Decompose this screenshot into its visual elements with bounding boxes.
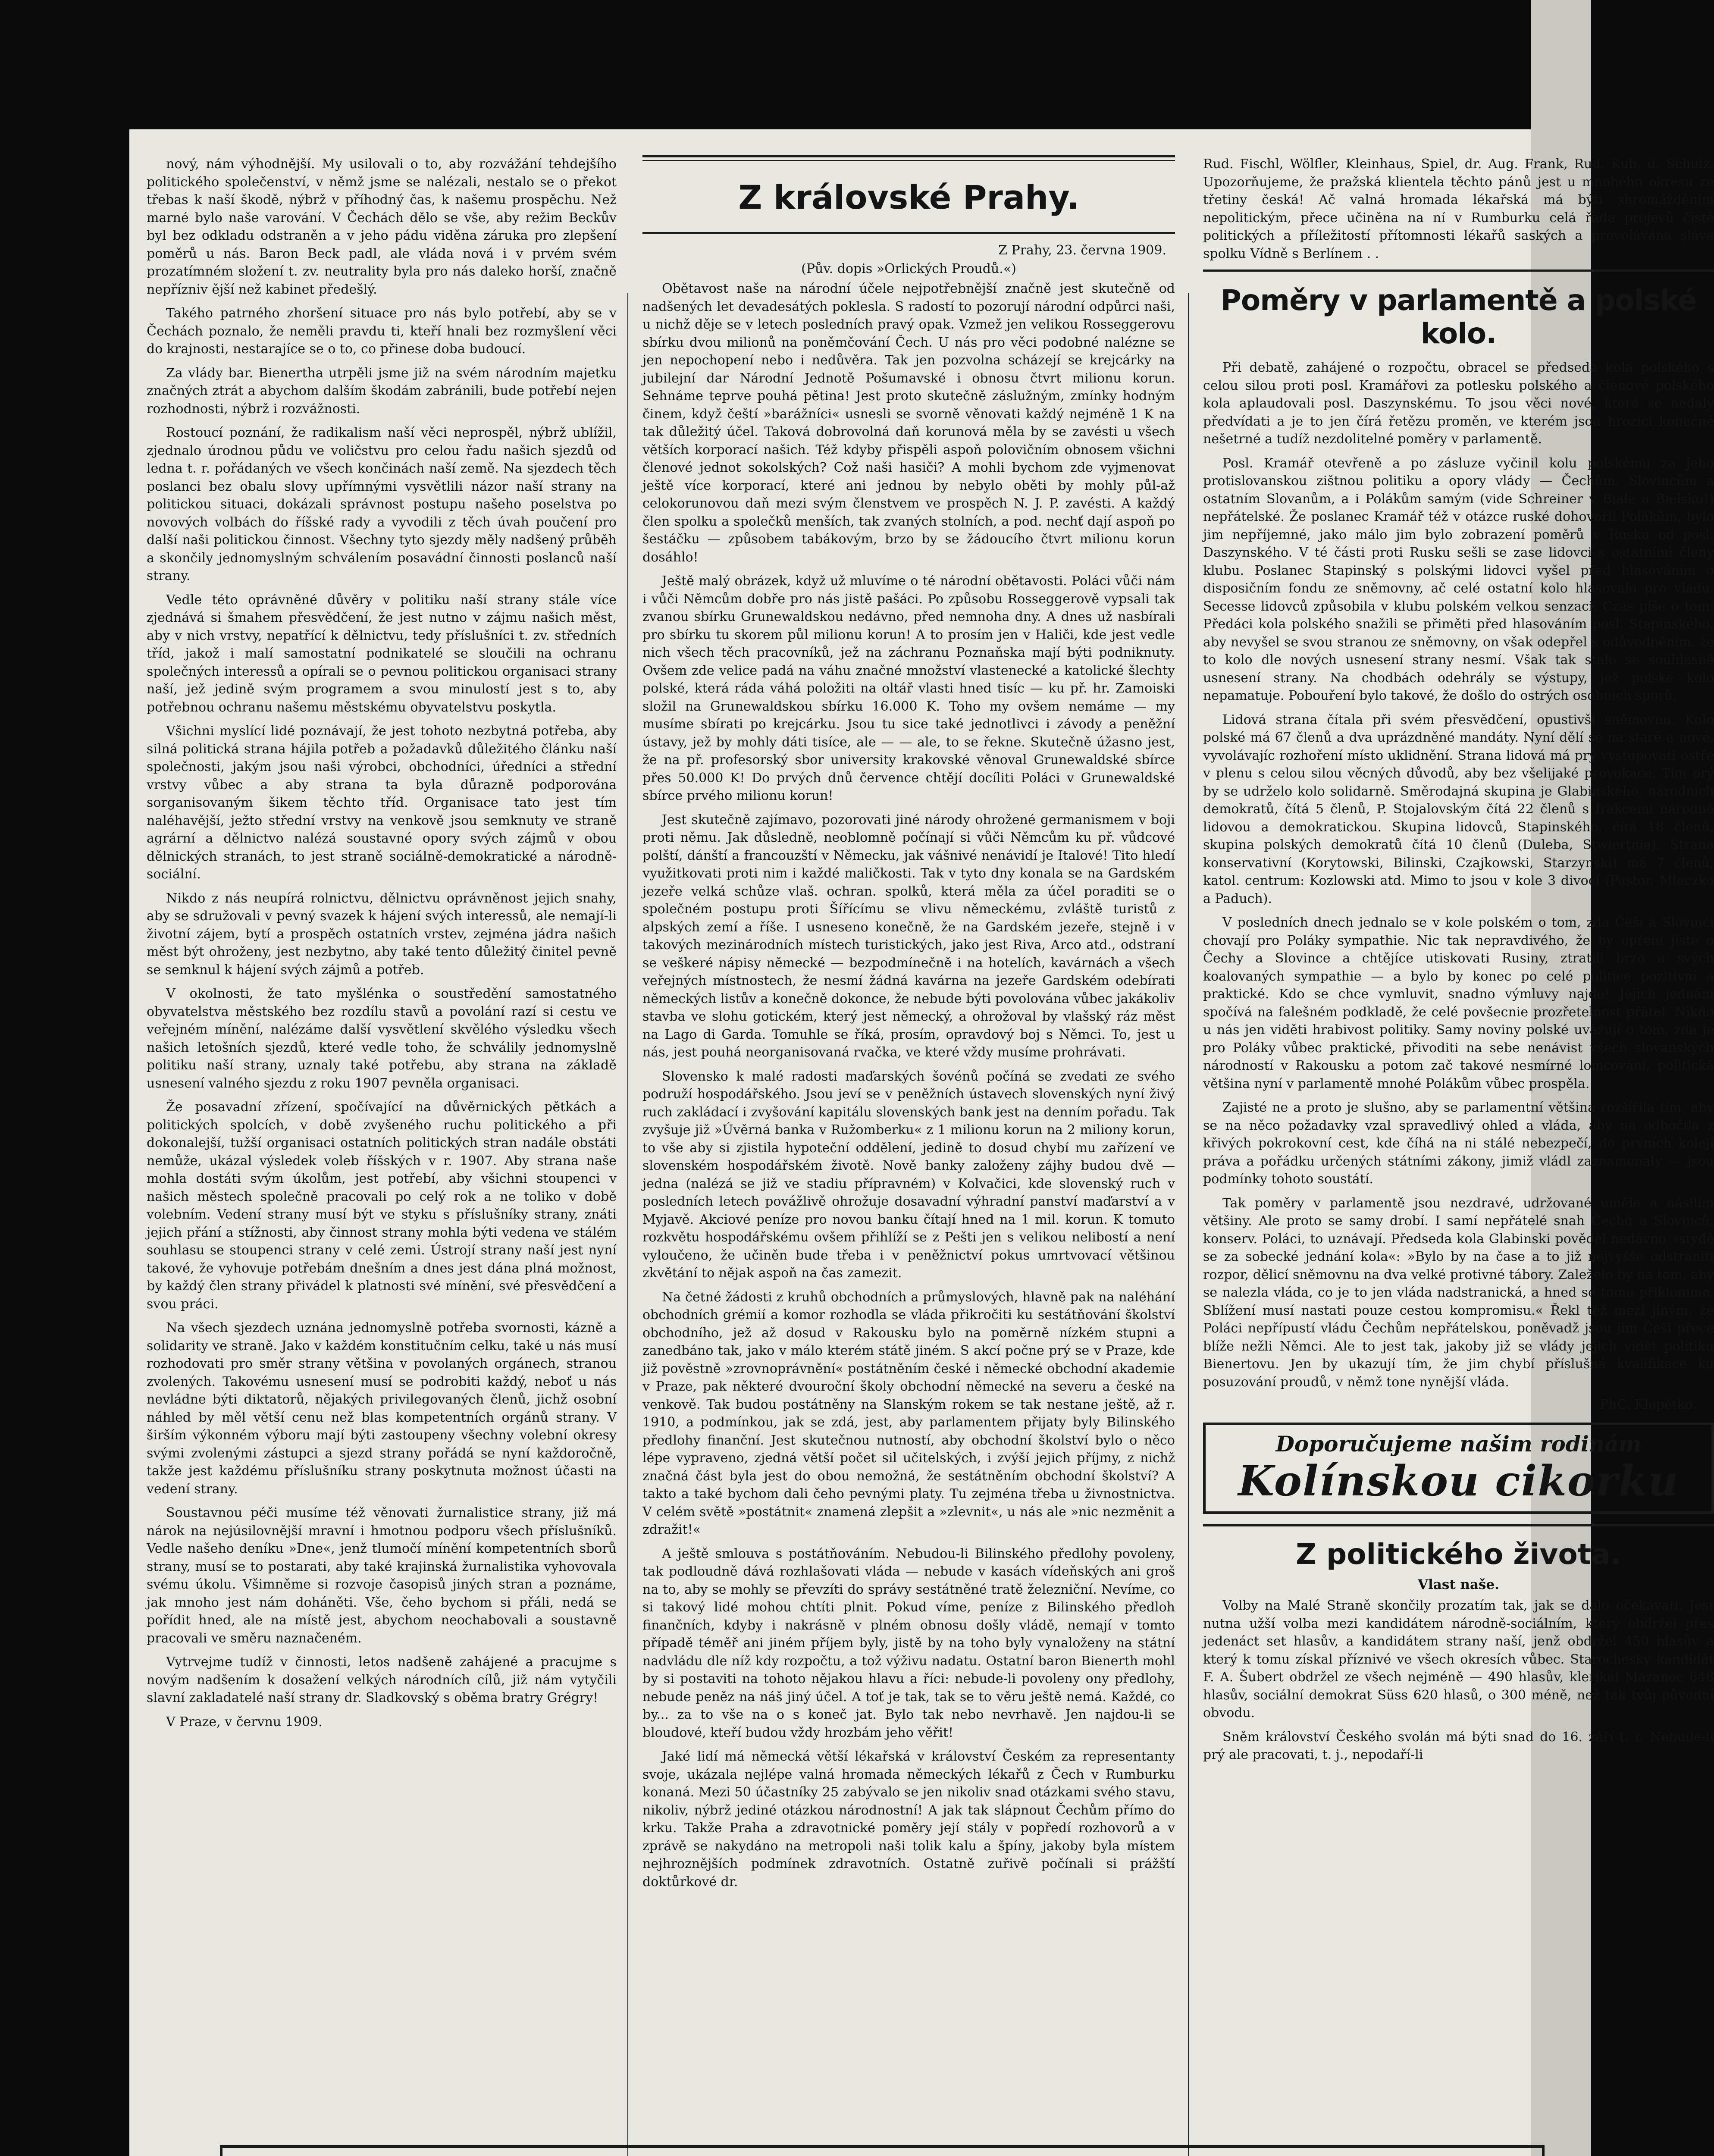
article-paragraph: Jest skutečně zajímavo, pozorovati jiné národy ohrožené germanismem v boji proti němu. Jak důsledně, neoblomně počínají si vůči Němcům ku př. vůdcové polští, dánští a francouzští v Německu, jak vášnivé nenávidí je Italové! Tito hledí využitkovati proti nim i každé maličkosti. Tak v tyto dny konala se na Gardském jezeře velká schůze vlaš. ochran. spolků, která měla za účel poraditi se o společném postupu proti Šířícímu se vlivu německému, zvláště turistů z alpských zemí a říše. I usneseno konečně, že na Gardském jezeře, stejně i v takových mezinárodních místech turistických, jako jest Riva, Arco atd., odstraní se veškeré nápisy německé — bezpodmínečně i na hotelích, kavárnách a všech veřejných místnostech, že nesmí žádná kavárna na jezeře Gardském odebírati německých listův a konečně dokonce, že nebude býti povolována vůbec jakákoliv stavba ve slohu gotickém, který jest německý, a ohrožoval by vlašský ráz měst na Lago di Garda. Tomuhle se říká, prosím, opravdový boj s Němci. To, jest u nás, jest pouhá neorganisovaná rvačka, ve které vždy musíme prohrávati. <box>642 812 1175 1060</box>
article-paragraph: Vedle této oprávněné důvěry v politiku naší strany stále více zjednává si šmahem přesvědčení, že jest nutno v zájmu našich měst, aby v nich vrstvy, nepatřící k dělnictvu, tedy příslušníci t. zv. středních tříd, jakož i malí samostatní podnikatelé se sloučili na ochranu společných interessů a opírali se o pevnou politickou organisaci strany naší, jež jedině svým programem a svou minulostí jest s to, aby potřebnou ochranu našemu městskému obyvatelstvu poskytla. <box>147 592 617 715</box>
article-paragraph: Jaké lidí má německá větší lékařská v království Českém za representanty svoje, ukázala nejlépe valná hromada německých lékařů z Čech v Rumburku konaná. Mezi 50 účastníky 25 zabývalo se jen nikoliv snad otázkami svého stavu, nikoliv, nýbrž jediné otázkou národnostní! A jak tak slápnout Čechům přímo do krku. Takže Praha a zdravotnické poměry její stály v popředí rozhovorů a v zprávě se nakydáno na metropoli naši tolik kalu a špíny, jakoby byla místem nejhroznějších podmínek zdravotních. Ostatně zuřivě počínali si prážští doktůrkové dr. <box>642 1749 1175 1890</box>
section-title: Z politického života. <box>1296 1538 1621 1571</box>
article-paragraph: Sněm království Českého svolán má býti snad do 16. září t. r. Nebude-li prý ale pracovati, t. j., nepodaří-li <box>1203 1729 1714 1762</box>
article-paragraph: nový, nám výhodnější. My usilovali o to, aby rozvážání tehdejšího politického společenství, v němž jsme se nalézali, nestalo se o překot třebas k naší škodě, nýbrž v příhodný čas, k našemu prospěchu. Než marné bylo naše varování. V Čechách dělo se vše, aby režim Beckův byl bez odkladu odstraněn a v jeho pádu viděna záruka pro zlepšení poměrů u nás. Baron Beck padl, ale vláda nová i v prvém svém prozatímném složení t. zv. neutrality byla pro nás daleko horší, značně nepřízniv ější než kabinet předešlý. <box>147 157 617 297</box>
article-paragraph: Slovensko k malé radosti maďarských šovénů počíná se zvedati ze svého podruží hospodářského. Jsou jeví se v peněžních ústavech slovenských nyní živý ruch zakládací i zvyšování kapitálu slovenských bank jest na denním pořadu. Tak zvyšuje již »Úvěrná banka v Ružomberku« z 1 milionu korun na 2 miliony korun, to vše aby si zjistila hypoteční oddělení, jedině to dosud chybí mu zařízení ve slovenském hospodářském životě. Nově banky založeny zájhy budou dvě — jedna (nalézá se již ve stadiu přípravném) v Kolvačici, kde slovenský ruch v posledních letech povážlivě ohrožuje dosavadní výhradní panství maďarství a v Myjavě. Akciové peníze pro novou banku čítají hned na 1 mil. korun. K tomuto rozkvětu hospodářskému ovšem přihlíží se z Pešti jen s velikou nelibostí a není vyloučeno, že učiněn bude třeba i v peněžnictví pokus umrtvovací většinou zkvětání to nějak aspoň na čas zamezit. <box>642 1069 1175 1281</box>
ad-brand: Kolínskou cikorku <box>1238 1457 1679 1505</box>
article-paragraph: Rud. Fischl, Wölfler, Kleinhaus, Spiel, dr. Aug. Frank, Rud. Kuh, d. Schulz. Upozorňujeme, že pražská klientela těchto pánů jest u mnohého okresu ze třetiny česká! Ač valná hromada lékařská má býti shromážděním nepolitickým, přece učiněna na ní v Rumburku celá řada projevů čistě politických a příležitostí přítomnosti lékařů saských a provolávána sláva spolku Vídně s Berlínem . . <box>1203 157 1714 261</box>
section-rule <box>1203 1524 1714 1526</box>
column-divider <box>627 293 628 2156</box>
article-paragraph: A ještě smlouva s postátňováním. Nebudou-li Bilinského předlohy povoleny, tak podloudně dává rozhlašovati vláda — nebude v kasách vídeňských ani groš na to, aby se mohly se převzíti do správy sestátněné tratě železniční. Nevíme, co si takový lidé mohou chtíti plnit. Pokud víme, peníze z Bilinského předloh finančních, kdyby i nakrásně v plném obnosu došly vládě, nemají v tomto případě téměř ani jiném příjem byly, jistě by na toho byly vynaloženy na státní nadvládu dle níž kdy rozpočtu, a tož výživu nadatu. Ostatní baron Bienerth mohl by si postaviti na tohoto nějakou hlavu a říci: nebude-li povoleny ony předlohy, nebude peněz na náš jiný účel. A toť je tak, tak se to věru ještě nemá. Každé, co by... za to vše na o s koneč jat. Bylo tak nebo nevrhavě. Jen najdou-li se bloudové, kteří budou vždy hrozbám jeho věřit! <box>642 1546 1175 1740</box>
article-paragraph: Všichni myslící lidé poznávají, že jest tohoto nezbytná potřeba, aby silná politická strana hájila potřeb a požadavků důležitého článku naší společnosti, jakým jsou naši výrobci, obchodníci, úředníci a střední vrstvy vůbec a aby strana ta byla důrazně podporována sorganisovaným šikem těchto tříd. Organisace tato jest tím naléhavější, ježto střední vrstvy na venkově jsou semknuty ve straně agrární a dělnictvo nalézá soustavné opory svých zájmů v obou dělnických stranách, to jest straně sociálně-demokratické a národně-sociální. <box>147 724 617 882</box>
column-divider <box>1188 293 1189 2156</box>
article-paragraph: Vytrvejme tudíž v činnosti, letos nadšeně zahájené a pracujme s novým nadšením k dosažení velkých národních cílů, již nám vytyčili slavní zakladatelé naší strany dr. Sladkovský s oběma bratry Grégry! <box>147 1655 617 1705</box>
column-middle <box>642 155 1175 2122</box>
article-paragraph: Nikdo z nás neupírá rolnictvu, dělnictvu oprávněnost jejich snahy, aby se sdružovali v pevný svazek k hájení svých interessů, ale nemají-li životní zájem, bytí a prospěch ostatních vrstev, zejména jádra našich měst být ohroženy, jest nezbytno, aby také tento důležitý činitel pevně se semknul k hájení svých zájmů a potřeb. <box>147 890 617 978</box>
article-paragraph: Posl. Kramář otevřeně a po zásluze vyčinil kolu polskému za jeho protislovanskou zištnou politiku a opory vlády — Čechům, Slovincům a ostatním Slovanům, a i Polákům samým (vide Schreiner v Biale a Bielsku!) nepřátelské. Že poslanec Kramář též v otázce ruské dohovořil Polákům, bylo jim nepříjemné, jako málo jim bylo zobrazení poměrů v Rusku od posl. Daszynského. V té části proti Rusku sešli se zase lidovci s ostatními členy klubu. Poslanec Stapinský s polskými lidovci vyšel před hlasováním o disposičním fondu ze sněmovny, ač celé ostatní kolo hlasovalo pro vládu. Secesse lidovců způsobila v klubu polském velkou senzaci. Czas píše o tom: Předáci kola polského snažili se přiměti před hlasováním posl. Stapinského, aby nevyšel se svou stranou ze sněmovny, on však odepřel s odůvodněním, že to kolo dle nových usnesení strany nesmí. Však tak stalo se souhlasně usnesení strany. Na chodbách odehrály se výstupy, jež polské kolo nepamatuje. Pobouření bylo takové, že došlo do ostrých osobních sporů. <box>1203 455 1714 703</box>
section-rule <box>1203 270 1714 272</box>
article-paragraph: V Praze, v červnu 1909. <box>166 1714 323 1730</box>
article-body <box>1203 359 1714 1391</box>
newspaper-page <box>129 129 1714 2156</box>
section-rule <box>642 155 1175 157</box>
article-paragraph: Lidová strana čítala při svém přesvědčení, opustivši sněmovnu. Kolo polské má 67 členů a dva uprázdněné mandáty. Nyní dělí se na staré a nové, vyvolávajíc rozhoření místo uklidnění. Strana lidová má prý vystupovati ostře v plenu s celou silou věcných důvodů, aby bez všelijaké provokace. Tím prý by se udrželo kolo solidarně. Směrodajná skupina je Glabinského, národních demokratů, čítá 5 členů, P. Stojalovským čítá 22 členů s frakcemi národně lidovou a demokratickou. Skupina lidovců, Stapinského, čítá 18 členů, skupina polských demokratů čítá 10 členů (Duleba, Stwiertnia). Strana konservativní (Korytowski, Bilinski, Czajkowski, Starzynski) má 7 členů, katol. centrum: Kozlowski atd. Mimo to jsou v kole 3 divocí (Pastor, Mleczko a Paduch). <box>1203 712 1714 906</box>
source-note: (Pův. dopis »Orlických Proudů.«) <box>801 261 1016 276</box>
article-paragraph: V okolnosti, že tato myšlénka o soustředění samostatného obyvatelstva městského bez rozdílu stavů a povolání razí si cestu ve veřejném mínění, nalézáme další vysvětlení skvělého výsledku všech našich letošních sjezdů, které vedle toho, že schválily jednomyslně politiku naší strany, uznaly také potřebu, aby strana na základě usnesení valného sjezdu z roku 1907 pevněla organisaci. <box>147 986 617 1091</box>
article-paragraph: Ještě malý obrázek, když už mluvíme o té národní obětavosti. Poláci vůči nám i vůči Němcům dobře pro nás jistě pašáci. Po způsobu Rosseggerově vypsali tak zvanou sbírku Grunewaldskou nedávno, před nemnoha dny. A dnes už nasbírali pro sbírku tu skorem půl milionu korun! A to prosím jen v Haliči, kde jest vedle nich všech těch pracovníků, jež na záchranu Poznaňska mají býti podniknuty. Ovšem zde velice padá na váhu značné množství vlastenecké a katolické šlechty polské, která ráda váhá položiti na oltář vlasti hned tisíc — ku př. hr. Zamoiski složil na Grunewaldskou sbírku 16.000 K. Toho my ovšem nemáme — my musíme sbírati po krejcárku. Jsou tu sice také jednotlivci i závody a peněžní ústavy, jež by mohly dáti tisíce, ale — — ale, to se řekne. Skutečně úžasno jest, že na př. profesorský sbor university krakovské věnoval Grunewaldské sbírce přes 50.000 K! Do prvých dnů července chtějí docíliti Poláci v Grunewaldské sbírce prvého milionu korun! <box>642 573 1175 803</box>
article-paragraph: Na četné žádosti z kruhů obchodních a průmyslových, hlavně pak na naléhání obchodních grémií a komor rozhodla se vláda přikročiti ku sestátňování školství obchodního, jež až dosud v Rakousku bylo na poměrně nízkém stupni a zanedbáno tak, jako v málo kterém státě jiném. S akcí počne prý se v Praze, kde již pověstně »zrovnoprávnění« postátněním české i německé obchodní akademie v Praze, pak některé dvouroční školy obchodní německé na severu a české na venkově. Tak budou postátněny na Slanským rokem se tak nestane ještě, až r. 1910, a podmínkou, jak se zdá, jest, aby parlamentem přijaty byly Bilinského předlohy finanční. Jest skutečnou nutností, aby obchodní školství bylo o něco lépe vypraveno, zjedná větší počet sil učitelských, i zvýší jejich příjmy, z nichž značná část byla jest do obou nemožná, že sestátněním obchodní školství? A takto a také bychom dali čeho pevnými platy. Tu zejména třeba u živnostnictva. V celém světě »postátnit« znamená zlepšit a »zlevnit«, u nás ale »nic nezměnit a zdražit!« <box>642 1289 1175 1537</box>
article-paragraph: Volby na Malé Straně skončily prozatím tak, jak se dalo očekávati. Jest nutna užší volba mezi kandidátem národně-sociálním, který obdržel přes jedenáct set hlasův, a kandidátem strany naší, jenž obdržel 450 hlasův a který k tomu získal příznivé ve všech okresích vůbec. Starocheský kandidát F. A. Šubert obdržel ze všech nejméně — 490 hlasův, klerikál Mazanec 648 hlasův, sociální demokrat Süss 620 hlasů, o 300 méně, než tak tvůj původní obvodu. <box>1203 1598 1714 1720</box>
article-paragraph: Takého patrného zhoršení situace pro nás bylo potřebí, aby se v Čechách poznalo, že neměli pravdu ti, kteří hnali bez rozmyšlení věci do krajnosti, nestarajíce se o to, co přinese doba budoucí. <box>147 306 617 357</box>
section-subtitle: Vlast naše. <box>1417 1577 1500 1592</box>
article-paragraph: V posledních dnech jednalo se v kole polském o tom, zda Češi a Slovinci chovají pro Poláky sympathie. Nic tak nepravdivého, že by opření jisté o Čechy a Slovince a chtějíce utiskovati Rusiny, ztratili brzo u svých koalovaných sympathie — a bylo by konec po celé politice pozitivní a praktické. Kdo se chce vymluvit, snadno výmluvy najde! Jejich jednání spočívá na falešném podkladě, že celé povšecnie prozřetelnost přátel. Nikdo u nás jen viděti hrabivost politiky. Samy noviny polské uvažují o tom, zda je pro Poláky vůbec praktické, přivoditi na sebe nenávist všech slovanských národností v Rakousku a potom zač takové nesmírné lomcování, politická většina nyní v parlamentě mnohé Polákům vůbec prospěla. <box>1203 915 1714 1091</box>
column-left <box>147 155 617 2122</box>
article-paragraph: Za vlády bar. Bienertha utrpěli jsme již na svém národním majetku značných ztrát a abychom dalším škodám zabránili, bude potřebí nejen rozhodnosti, nýbrž i rozvážnosti. <box>147 365 617 417</box>
article-body <box>1203 1597 1714 1764</box>
article-paragraph: Že posavadní zřízení, spočívající na důvěrnických pětkách a politických spolcích, v době zvyšeného ruchu politického a při dokonalejší, tužší organisaci ostatních politických stran nadále obstáti nemůže, ukázal výsledek voleb říšských v r. 1907. Aby strana naše mohla dostáti svým úkolům, jest potřebí, aby všichni stoupenci v našich městech společně pracovali po celý rok a ne toliko v době volebním. Vedení strany musí být ve styku s příslušníky strany, znáti jejich přání a stížnosti, aby činnost strany mohla býti vedena ve stálém souhlasu se stoupenci strany v celé zemi. Ústrojí strany naší jest nyní takové, že vyhovuje potřebám dnešním a dnes jest dána plná možnost, by každý člen strany přivádel k platnosti své mínění, své přesvědčení a svou práci. <box>147 1100 617 1312</box>
article-paragraph: Tak poměry v parlamentě jsou nezdravé, udržované uměle a násilím většiny. Ale proto se samy drobí. I samí nepřátelé snah Čechů a Slovinců, konserv. Poláci, to uznávají. Předseda kola Glabinski pověděl nedávno »stydě se za sobecké jednání kola«: »Bylo by na čase a to již nejvyšše odstraniti rozpor, dělicí sněmovnu na dva velké protivné tábory. Zaleželo by na tom, aby se nalezla vláda, co je to jen vláda nadstranická, a hned se tomu přikloníme. Sblížení musí nastati pouze cestou kompromisu.« Řekl též mezi jiným, že Poláci nepřípustí vládu Čechům nepřátelskou, poněvadž jsou jim Češi přece blíže nežli Němci. Ale to jest tak, jakoby již se vlády jejich vidět politiku Bienertovu. Jen by ukazují tím, že jim chybí příslušná kvalifikace ku posuzování proudů, v němž tone nynější vláda. <box>1203 1195 1714 1390</box>
article-paragraph: Na všech sjezdech uznána jednomyslně potřeba svornosti, kázně a solidarity ve straně. Jako v každém konstitučním celku, také u nás musí rozhodovati pro směr strany většina v povolaných orgánech, stranou zvolených. Takovému usnesení musí se podrobiti každý, neboť u nás nevládne býti diktatorů, nějakých privilegovaných členů, jichž osobní náhled by měl větší cenu než blas kompetentních orgánů strany. V širším výkonném výboru mají býti zastoupeny všechny volební okresy svými zvolenými zástupci a sjezd strany pořádá se nyní každoročně, takže jest každému příslušníku strany poskytnuta možnost účasti na vedení strany. <box>147 1320 617 1497</box>
article-paragraph: Obětavost naše na národní účele nejpotřebnější značně jest skutečně od nadšených let devadesátých poklesla. S radostí to pozorují národní odpůrci naši, u nichž děje se v letech posledních pravý opak. Vzmež jen velikou Rosseggerovu sbírku dvou milionů na poněmčování Čech. U nás pro věci podobné nalézne se jen nepochopení nebo i nedůvěra. Tak jen pozvolna scházejí se krejcárky na jubilejní dar Národní Jednotě Pošumavské i obnosu čtvrt milionu korun. Sehnáme teprve pouhá pětina! Jest proto skutečně záslužným, zmínky hodným činem, když čeští »barážníci« usnesli se svorně věnovati každý nejméně 1 K na tak důležitý účel. Taková dobrovolná daň korunová měla by se zavésti u všech větších korporací našich. Též kdyby přispěli aspoň polovičním obnosem všichni členové jednot sokolských? Což naši hasiči? A mohli bychom zde vyjmenovat ještě více korporací, které ani jednou by nebylo oběti by mohly půl-až celokorunovou daň mezi svým členstvem ve prospěch N. J. P. zavésti. A každý člen spolku a společků menších, tak zvaných stolních, a pod. nechť dají aspoň po šestáčku — způsobem tabákovým, brzo by se žádoucího čtvrt milionu korun dosáhlo! <box>642 281 1175 565</box>
article-title: Z královské Prahy. <box>738 178 1079 216</box>
dateline: Z Prahy, 23. června 1909. <box>998 243 1166 258</box>
article-paragraph: Při debatě, zahájené o rozpočtu, obracel se předseda kola polského s celou silou proti posl. Kramářovi za potlesku polského a členové polského kola aplaudovali posl. Daszynskému. To jsou věci nové, které se nedaly předvídati a je to jen čírá řetězu proměn, ve kterém jsou hrozící konečné nešetrné a tudíž nezdolitelné poměry v parlamentě. <box>1203 360 1714 447</box>
signature: PhC. Klepétko. <box>1600 1397 1697 1412</box>
article-body <box>642 280 1175 1891</box>
section-rule <box>642 160 1175 161</box>
column-right <box>1203 155 1714 2122</box>
paldus-pour-advertisement <box>220 2145 1545 2156</box>
ad-line: Doporučujeme našim rodinám <box>1275 1431 1642 1457</box>
article-paragraph: Soustavnou péči musíme též věnovati žurnalistice strany, již má nárok na nejúsilovnější mravní i hmotnou podporu všech příslušníků. Vedle našeho deníku »Dne«, jenž tlumočí mínění kompetentních sborů strany, musí se to postarati, aby také krajinská žurnalistika vyhovovala svému úkolu. Všimněme si rozvoje časopisů jiných stran a poznáme, jak mnoho jest nám doháněti. Vše, čeho bychom si přáli, nedá se pořídit hned, ale na místě jest, abychom neochabovali a soustavně pracovali ve směru naznačeném. <box>147 1505 617 1646</box>
chicory-advertisement <box>1203 1423 1714 1514</box>
article-paragraph: Zajisté ne a proto je slušno, aby se parlamentní většina rozšířila tím, aby se na něco požadavky vzal spravedlivý ohled a vláda, aby na odbočila z křivých pokrokovní cest, kde číhá na ni stálé nebezpečí, do prvních kolejí práva a pořádku určených státními zákony, jimiž vládl zaznamenaly — jsou podmínky tohoto soustátí. <box>1203 1100 1714 1187</box>
section-rule <box>642 232 1175 234</box>
article-title: Poměry v parlamentě a polské kolo. <box>1220 284 1697 350</box>
article-paragraph: Rostoucí poznání, že radikalism naší věci neprospěl, nýbrž ublížil, zjednalo úrodnou půdu ve voličstvu pro celou řadu našich sjezdů od ledna t. r. pořádaných ve všech končinách naší země. Na sjezdech těch poslanci bez obalu slovy upřímnými vysvětlili názor naší strany na politickou situaci, dokázali správnost postupu našeho poselstva po novových volbách do říšské rady a vyvodili z těch úvah poučení pro další naši politickou činnost. Všechny tyto sjezdy měly nadšený průběh a skončily jednomyslným schválením posavádní činnosti poslanců naší strany. <box>147 425 617 583</box>
